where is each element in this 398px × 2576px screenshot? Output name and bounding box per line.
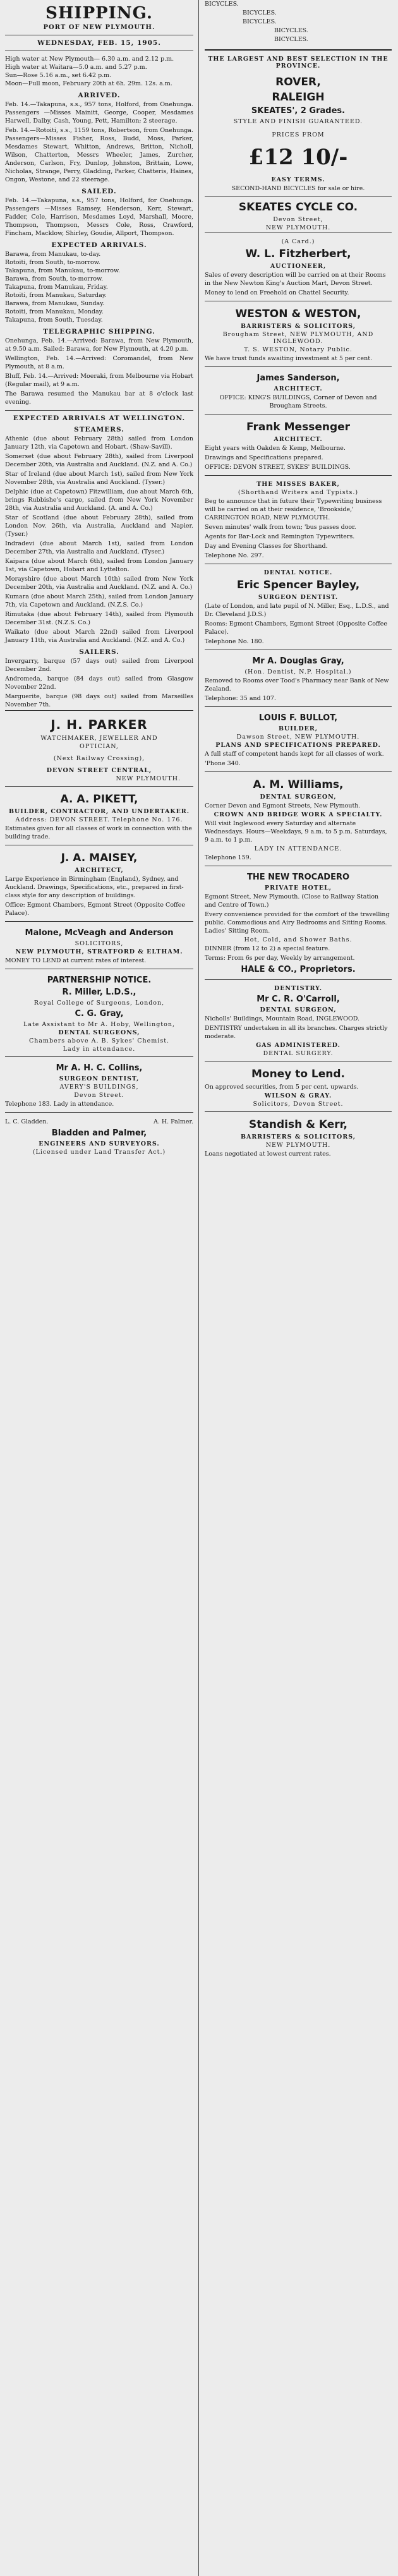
carroll-ad: [205, 979, 392, 1061]
trocadero-name: THE NEW TROCADERO: [246, 873, 350, 882]
bullot-plans: PLANS AND SPECIFICATIONS PREPARED.: [215, 742, 381, 749]
partner-right: A. H. Palmer.: [153, 1118, 193, 1125]
collins-street: Devon Street.: [74, 1092, 124, 1099]
malone-body: MONEY TO LEND at current rates of interest.: [5, 957, 147, 964]
money-body: On approved securities, from 5 per cent. upwards.: [205, 1084, 359, 1091]
trocadero-body: Every convenience provided for the comfort of the travelling public. Commodious and Airy Bedrooms and Sitting Rooms. Ladies' Sitting Room.: [205, 911, 390, 934]
arrival-entry: Feb. 14.—Takapuna, s.s., 957 tons, Holford, from Onehunga. Passengers —Misses Mainitt, George, Cooper, Mesdames Harwell, Dalby, Cash, Young, Pett, Hamilton; 2 steerage.: [5, 101, 193, 124]
standish-trade: BARRISTERS & SOLICITORS,: [240, 1134, 356, 1140]
port-line: PORT OF NEW PLYMOUTH.: [43, 24, 155, 31]
partnership-name-2: C. G. Gray,: [75, 1009, 124, 1019]
sanderson-office: OFFICE: KING'S BUILDINGS, Corner of Devon and Brougham Streets.: [219, 394, 377, 409]
expected-entry: Barawa, from South, to-morrow.: [5, 275, 104, 282]
standish-name: Standish & Kerr,: [249, 1118, 347, 1131]
fitz-card: (A Card.): [281, 238, 315, 245]
money-ad: [205, 1061, 392, 1111]
trocadero-address: Egmont Street, New Plymouth. (Close to Railway Station and Centre of Town.): [205, 893, 379, 909]
trocadero-dinner: DINNER (from 12 to 2) a special feature.: [205, 945, 330, 952]
telegraphic-entry: Onehunga, Feb. 14.—Arrived: Barawa, from New Plymouth, at 9.50 a.m. Sailed: Barawa, for New Plymouth, at 4.20 p.m.: [5, 337, 193, 353]
gray-body: Removed to Rooms over Tood's Pharmacy near Bank of New Zealand.: [205, 677, 389, 692]
sailed-block: [5, 197, 193, 238]
weston-ad: [205, 301, 392, 366]
bayley-notice: DENTAL NOTICE.: [263, 569, 333, 576]
partnership-title: PARTNERSHIP NOTICE.: [47, 976, 152, 985]
bayley-trade: SURGEON DENTIST.: [258, 594, 339, 601]
bullot-address: Dawson Street, NEW PLYMOUTH.: [236, 734, 360, 741]
arrival-entry: Feb. 14.—Rotoiti, s.s., 1159 tons, Robertson, from Onehunga. Passengers—Misses Fisher, Ross, Budd, Moss, Parker, Mesdames Stewart, Whitton, Andrews, Britton, Nicholl, Wilson, Chatterton, Messrs Wheeler, James, Zurcher, Anderson, Carlson, Fry, Dunlop, Johnston, Brittain, Lowe, Nicholas, Strange, Perry, Gladding, Parker, Chatteris, Haines, Ongon, Westone, and 22 steerage.: [5, 127, 193, 183]
bullot-ad: [205, 706, 392, 771]
partnership-address: Chambers above A. B. Sykes' Chemist.: [28, 1037, 170, 1044]
partnership-trade: DENTAL SURGEONS,: [58, 1029, 140, 1036]
fitz-name: W. L. Fitzherbert,: [245, 248, 351, 260]
steamer-entry: Indradevi (due about March 1st), sailed from London December 27th, via Australia and Auckland. (Tyser.): [5, 540, 193, 555]
messenger-office: OFFICE: DEVON STREET, SYKES' BUILDINGS.: [205, 464, 351, 471]
baker-tel: Telephone No. 297.: [205, 552, 264, 559]
collins-trade: SURGEON DENTIST,: [59, 1075, 140, 1082]
parker-town: NEW PLYMOUTH.: [116, 775, 181, 782]
arrived-heading: ARRIVED.: [78, 92, 121, 99]
bicycles-word: BICYCLES.: [205, 1, 239, 8]
williams-crown: CROWN AND BRIDGE WORK A SPECIALTY.: [214, 811, 383, 818]
partnership-sub-1: Royal College of Surgeons, London,: [33, 1000, 165, 1007]
price-value: £12 10/-: [248, 145, 348, 170]
baker-classes: Day and Evening Classes for Shorthand.: [205, 543, 328, 550]
parker-note: (Next Railway Crossing),: [53, 755, 145, 762]
gray-trade: (Hon. Dentist, N.P. Hospital.): [244, 668, 352, 675]
right-column: [201, 0, 394, 2576]
sanderson-trade: ARCHITECT.: [274, 385, 323, 392]
trocadero-hot: Hot, Cold, and Shower Baths.: [244, 936, 353, 943]
expected-entry: Takapuna, from Manukau, to-morrow.: [5, 267, 121, 274]
fitz-body: Sales of every description will be carried on at their Rooms in the New Newton King's Auction Mart, Devon Street.: [205, 272, 386, 287]
money-trade: Solicitors, Devon Street.: [253, 1101, 344, 1108]
gladden-palmer-ad: [5, 1112, 193, 1159]
fitz-money: Money to lend on Freehold on Chattel Security.: [205, 289, 349, 296]
sailed-heading: SAILED.: [81, 188, 117, 195]
rover-label: ROVER,: [275, 76, 321, 88]
steamer-entry: Rimutaka (due about February 14th), sailed from Plymouth December 31st. (N.Z.S. Co.): [5, 611, 193, 626]
williams-name: A. M. Williams,: [253, 778, 344, 791]
baker-agents: Agents for Bar-Lock and Remington Typewriters.: [205, 533, 355, 540]
telegraphic-entry: Wellington, Feb. 14.—Arrived: Coromandel, from New Plymouth, at 8 a.m.: [5, 355, 193, 370]
sanderson-ad: [205, 366, 392, 414]
williams-ad: [205, 771, 392, 866]
steamer-entry: Delphic (due at Capetown) Fitzwilliam, due about March 6th, brings Rubbishe's cargo, sailed from New York November 28th, via Australia and Auckland. (A. and A. Co.): [5, 488, 193, 512]
collins-tel: Telephone 183. Lady in attendance.: [5, 1101, 114, 1108]
bayley-ad: [205, 564, 392, 650]
carroll-address: Nicholls' Buildings, Mountain Road, INGLEWOOD.: [205, 1015, 360, 1022]
trocadero-trade: PRIVATE HOTEL,: [264, 885, 332, 892]
partner-left: L. C. Gladden.: [5, 1118, 49, 1125]
bayley-tel: Telephone No. 180.: [205, 638, 264, 645]
left-column: [0, 0, 197, 2576]
bladden-note: (Licensed under Land Transfer Act.): [32, 1149, 166, 1156]
money-firm: WILSON & GRAY.: [264, 1092, 332, 1099]
bicycles-word: BICYCLES.: [243, 18, 277, 25]
arrived-block: [5, 100, 193, 184]
partnership-name-1: R. Miller, L.D.S.,: [62, 988, 136, 997]
messenger-ad: [205, 414, 392, 475]
standish-town: NEW PLYMOUTH.: [265, 1142, 331, 1149]
carroll-head: DENTISTRY.: [274, 985, 323, 992]
steamer-entry: Kumara (due about March 25th), sailed from London January 7th, via Capetown and Auckland. (N.Z.S. Co.): [5, 593, 193, 608]
carroll-gas-2: DENTAL SURGERY.: [263, 1050, 334, 1057]
carroll-body: DENTISTRY undertaken in all its branches. Charges strictly moderate.: [205, 1025, 388, 1040]
malone-address: NEW PLYMOUTH, STRATFORD & ELTHAM.: [15, 948, 183, 955]
pikett-name: A. A. PIKETT,: [60, 793, 138, 806]
partnership-ad: [5, 969, 193, 1056]
bayley-rooms: Rooms: Egmont Chambers, Egmont Street (Opposite Coffee Palace).: [205, 620, 387, 636]
baker-minutes: Seven minutes' walk from town; 'bus passes door.: [205, 524, 356, 531]
williams-lady: LADY IN ATTENDANCE.: [254, 845, 342, 852]
skeates-grades: SKEATES', 2 Grades.: [251, 106, 346, 116]
messenger-body: Eight years with Oakden & Kemp, Melbourne.: [205, 445, 346, 452]
gray-name: Mr A. Douglas Gray,: [252, 656, 344, 666]
partnership-attendance: Lady in attendance.: [63, 1046, 136, 1053]
pikett-body: Estimates given for all classes of work in connection with the building trade.: [5, 825, 192, 840]
steamer-entry: Somerset (due about February 28th), sailed from Liverpool December 20th, via Australia and Auckland. (N.Z. and A. Co.): [5, 453, 193, 468]
maisey-body: Large Experience in Birmingham (England), Sydney, and Auckland. Drawings, Specifications, etc., prepared in first-class style for any description of buildings.: [5, 876, 184, 899]
weston-ts: T. S. WESTON, Notary Public.: [244, 346, 353, 353]
maisey-ad: [5, 845, 193, 921]
bullot-name: LOUIS F. BULLOT,: [258, 713, 338, 723]
style-guaranteed: STYLE AND FINISH GUARANTEED.: [233, 118, 363, 125]
sailers-heading: SAILERS.: [79, 648, 119, 656]
telegraphic-block: [5, 337, 193, 406]
pikett-trade: BUILDER, CONTRACTOR, AND UNDERTAKER.: [8, 808, 190, 815]
steamer-entry: Kaipara (due about March 6th), sailed from London January 1st, via Capetown, Hobart and Lyttelton.: [5, 558, 193, 573]
steamers-block: [5, 435, 193, 644]
sailer-entry: Invergarry, barque (57 days out) sailed from Liverpool December 2nd.: [5, 658, 193, 673]
weston-body: We have trust funds awaiting investment at 5 per cent.: [205, 355, 373, 362]
easy-terms: EASY TERMS.: [271, 176, 325, 183]
skeates-co-name: SKEATES CYCLE CO.: [238, 201, 358, 214]
baker-trade: (Shorthand Writers and Typists.): [238, 489, 359, 496]
expected-block: [5, 250, 193, 324]
telegraphic-heading: TELEGRAPHIC SHIPPING.: [43, 328, 155, 336]
shipping-heading: SHIPPING.: [45, 4, 153, 23]
expected-wellington-heading: EXPECTED ARRIVALS AT WELLINGTON.: [13, 414, 186, 422]
trocadero-ad: [205, 866, 392, 979]
raleigh-label: RALEIGH: [272, 91, 325, 104]
collins-name: Mr A. H. C. Collins,: [56, 1063, 143, 1073]
bullot-tel: 'Phone 340.: [205, 760, 241, 767]
carroll-gas: GAS ADMINISTERED.: [256, 1042, 341, 1049]
trocadero-terms: Terms: From 6s per day, Weekly by arrangement.: [205, 955, 355, 962]
bladden-trade: ENGINEERS AND SURVEYORS.: [39, 1140, 160, 1147]
pikett-ad: [5, 786, 193, 845]
tide-line: Sun—Rose 5.16 a.m., set 6.42 p.m.: [5, 72, 112, 79]
parker-ad: [5, 710, 193, 786]
maisey-office: Office: Egmont Chambers, Egmont Street (Opposite Coffee Palace).: [5, 902, 186, 917]
maisey-name: J. A. MAISEY,: [61, 852, 138, 864]
williams-tel: Telephone 159.: [205, 854, 251, 861]
gray-tel: Telephone: 35 and 107.: [205, 695, 276, 702]
expected-entry: Takapuna, from Manukau, Friday.: [5, 284, 108, 291]
messenger-drawings: Drawings and Specifications prepared.: [205, 454, 323, 461]
bicycles-word: BICYCLES.: [243, 9, 277, 16]
malone-name: Malone, McVeagh and Anderson: [25, 928, 174, 938]
standish-body: Loans negotiated at lowest current rates.: [205, 1151, 331, 1158]
telegraphic-entry: Bluff, Feb. 14.—Arrived: Moeraki, from Melbourne via Hobart (Regular mail), at 9 a.m.: [5, 373, 194, 388]
prices-from: PRICES FROM: [272, 131, 325, 138]
maisey-trade: ARCHITECT,: [75, 867, 124, 874]
sanderson-name: James Sanderson,: [256, 373, 340, 383]
fitz-trade: AUCTIONEER,: [270, 263, 327, 270]
steamer-entry: Star of Scotland (due about February 28th), sailed from London Nov. 26th, via Australia, Auckland and Napier. (Tyser.): [5, 514, 193, 538]
parker-name: J. H. PARKER: [51, 717, 148, 732]
collins-ad: [5, 1056, 193, 1112]
column-rule: [198, 0, 199, 2576]
tide-line: High water at New Plymouth— 6.30 a.m. and 2.12 p.m.: [5, 56, 174, 63]
tide-line: High water at Waitara—5.0 a.m. and 5.27 p.m.: [5, 64, 147, 71]
bicycles-word: BICYCLES.: [274, 27, 308, 34]
weston-trade: BARRISTERS & SOLICITORS,: [240, 323, 356, 330]
bullot-trade: BUILDER,: [278, 725, 318, 732]
messenger-name: Frank Messenger: [246, 421, 351, 433]
bicycles-word: BICYCLES.: [274, 36, 308, 43]
carroll-name: Mr C. R. O'Carroll,: [256, 995, 340, 1004]
malone-trade: SOLICITORS,: [75, 940, 124, 947]
bladden-name: Bladden and Palmer,: [51, 1128, 147, 1138]
bayley-body: (Late of London, and late pupil of N. Miller, Esq., L.D.S., and Dr. Cleveland J.D.S.): [205, 603, 389, 618]
weston-name: WESTON & WESTON,: [235, 308, 361, 320]
expected-entry: Takapuna, from South, Tuesday.: [5, 317, 103, 324]
parker-address: DEVON STREET CENTRAL,: [46, 767, 152, 774]
steamer-entry: Morayshire (due about March 10th) sailed from New York December 20th, via Australia and Auckland. (N.Z. and A. Co.): [5, 576, 193, 591]
parker-trade-2: OPTICIAN,: [80, 743, 119, 750]
partner-names: [5, 1118, 193, 1126]
steamer-entry: Athenic (due about February 28th) sailed from London January 12th, via Capetown and Hobart. (Shaw-Savill).: [5, 435, 193, 450]
baker-body: Beg to announce that in future their Typewriting business will be carried on at their residence, 'Brookside,' CARRINGTON ROAD, NEW PLYMOUTH.: [205, 498, 382, 521]
sailer-entry: Marguerite, barque (98 days out) sailed from Marseilles November 7th.: [5, 693, 193, 708]
expected-entry: Barawa, from Manukau, Sunday.: [5, 300, 105, 307]
second-hand: SECOND-HAND BICYCLES for sale or hire.: [231, 185, 365, 192]
standish-ad: [205, 1111, 392, 1162]
pikett-address: Address: DEVON STREET. Telephone No. 176.: [15, 816, 183, 823]
date-line: WEDNESDAY, FEB. 15, 1905.: [37, 39, 161, 47]
bayley-name: Eric Spencer Bayley,: [236, 579, 360, 591]
largest-selection: THE LARGEST AND BEST SELECTION IN THE PROVINCE.: [208, 56, 389, 70]
gray-ad: [205, 650, 392, 706]
sailing-entry: Feb. 14.—Takapuna, s.s., 957 tons, Holford, for Onehunga. Passengers —Misses Ramsey, Henderson, Kerr, Stewart, Fadder, Cole, Harrison, Mesdames Loyd, Marshall, Moore, Thompson, Thompson, Messrs Cole, Ross, Crawford, Fincham, Macklow, Shirley, Goudie, Allport, Thompson.: [5, 197, 193, 237]
williams-trade: DENTAL SURGEON,: [260, 794, 337, 801]
carroll-trade: DENTAL SURGEON,: [260, 1007, 337, 1013]
steamer-entry: Star of Ireland (due about March 1st), sailed from New York November 28th, via Australia and Auckland. (Tyser.): [5, 471, 193, 486]
expected-entry: Rotoiti, from South, to-morrow.: [5, 259, 100, 266]
malone-ad: [5, 921, 193, 969]
fitzherbert-ad: [205, 233, 392, 301]
expected-heading: EXPECTED ARRIVALS.: [51, 241, 147, 249]
steamers-heading: STEAMERS.: [74, 426, 124, 433]
parker-trade: WATCHMAKER, JEWELLER AND: [40, 735, 158, 742]
bullot-body: A full staff of competent hands kept for all classes of work.: [205, 751, 384, 758]
baker-name: THE MISSES BAKER,: [256, 481, 340, 488]
weston-address: Brougham Street, NEW PLYMOUTH, AND INGLEWOOD.: [222, 331, 374, 345]
collins-address: AVERY'S BUILDINGS,: [59, 1084, 139, 1091]
bicycles-stack: [205, 0, 392, 44]
steamer-entry: Waikato (due about March 22nd) sailed from Liverpool January 11th, via Australia and Auckland. (N.Z. and A. Co.): [5, 629, 193, 644]
trocadero-proprietors: HALE & CO., Proprietors.: [241, 965, 356, 974]
skeates-town: NEW PLYMOUTH.: [265, 224, 331, 231]
expected-entry: Barawa, from Manukau, to-day.: [5, 251, 101, 258]
money-name: Money to Lend.: [251, 1068, 346, 1080]
expected-entry: Rotoiti, from Manukau, Saturday.: [5, 292, 107, 299]
skeates-street: Devon Street,: [273, 216, 323, 223]
tide-line: Moon—Full moon, February 20th at 6h. 29m. 12s. a.m.: [5, 80, 172, 87]
telegraphic-entry: The Barawa resumed the Manukau bar at 8 o'clock last evening.: [5, 390, 193, 406]
sailers-block: [5, 657, 193, 709]
tides-block: [5, 55, 193, 88]
williams-body: Will visit Inglewood every Saturday and alternate Wednesdays. Hours—Weekdays, 9 a.m. to 5 p.m. Saturdays, 9 a.m. to 1 p.m.: [205, 820, 387, 844]
expected-entry: Rotoiti, from Manukau, Monday.: [5, 308, 104, 315]
partnership-sub-2: Late Assistant to Mr A. Hoby, Wellington,: [23, 1021, 175, 1028]
messenger-trade: ARCHITECT.: [274, 436, 323, 443]
sailer-entry: Andromeda, barque (84 days out) sailed from Glasgow November 22nd.: [5, 675, 193, 691]
williams-address: Corner Devon and Egmont Streets, New Plymouth.: [205, 802, 361, 809]
baker-ad: [205, 475, 392, 564]
